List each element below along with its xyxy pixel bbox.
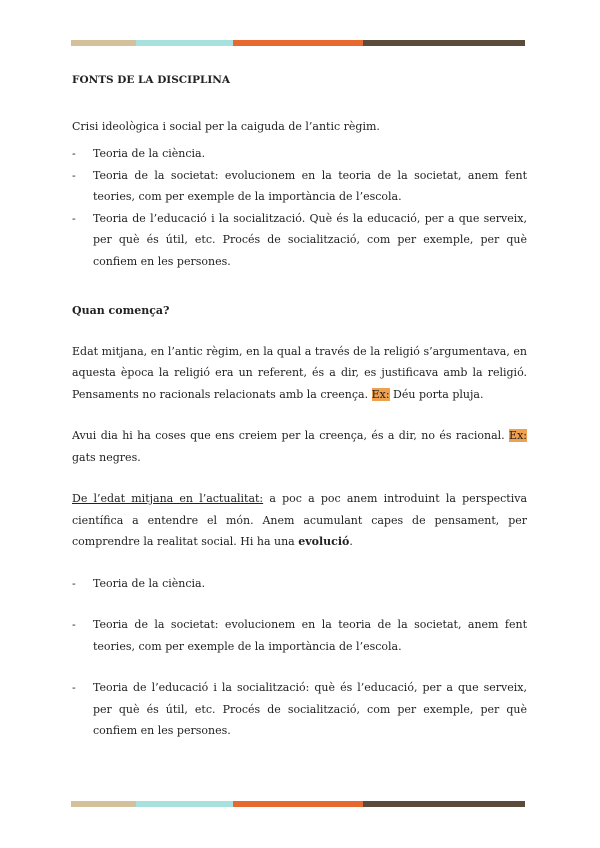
sources-list [72, 143, 527, 272]
bar-segment-beige [71, 801, 136, 807]
document-body [72, 70, 527, 742]
bottom-decorative-bar [71, 801, 525, 807]
bar-segment-brown [363, 801, 525, 807]
today-paragraph [72, 425, 527, 468]
example-label: Ex: [371, 387, 390, 401]
list-item: - Teoria de la ciència. [72, 143, 527, 165]
bar-segment-orange [233, 801, 363, 807]
evolution-paragraph [72, 488, 527, 553]
list-item: - Teoria de la societat: evolucionem en la teoria de la societat, anem fent teories, com per exemple de la importància de l’escola. [72, 165, 527, 208]
page-title: FONTS DE LA DISCIPLINA [72, 74, 231, 86]
bar-segment-teal [136, 801, 233, 807]
top-decorative-bar [71, 40, 525, 46]
paragraph-text: Avui dia hi ha coses que ens creiem per la creença, és a dir, no és racional. [72, 429, 510, 442]
sources-list-repeat [72, 573, 527, 742]
intro-paragraph: Crisi ideològica i social per la caiguda de l’antic règim. [72, 119, 380, 133]
bar-segment-orange [233, 40, 363, 46]
underlined-lead: De l’edat mitjana en l’actualitat: [72, 492, 264, 505]
example-label: Ex: [509, 429, 527, 442]
paragraph-text: a poc a poc anem introduint la perspectiva científica a entendre el món. Anem acumulant capes de pensament, per comprendre la realitat social. Hi ha una [72, 492, 527, 548]
bar-segment-brown [363, 40, 525, 46]
example-text: Déu porta pluja. [389, 387, 484, 401]
list-item: - Teoria de l’educació i la socialització: què és l’educació, per a que serveix, per què és útil, etc. Procés de socialització, com per exemple, per què confiem en les persones. [72, 677, 527, 742]
bar-segment-teal [136, 40, 233, 46]
middle-ages-paragraph [72, 341, 527, 406]
list-item: - Teoria de la ciència. [72, 573, 527, 595]
bar-segment-beige [71, 40, 136, 46]
section-question: Quan comença? [72, 304, 170, 317]
bold-term: evolució [298, 535, 350, 548]
list-item: - Teoria de la societat: evolucionem en la teoria de la societat, anem fent teories, com per exemple de la importància de l’escola. [72, 614, 527, 657]
list-item: - Teoria de l’educació i la socialització. Què és la educació, per a que serveix, per què és útil, etc. Procés de socialització, com per exemple, per què confiem en les persones. [72, 208, 527, 273]
paragraph-end: . [349, 535, 353, 548]
example-text: gats negres. [72, 450, 141, 464]
paragraph-text: Edat mitjana, en l’antic règim, en la qual a través de la religió s’argumentava, en aquesta època la religió era un referent, és a dir, es justificava amb la religió. Pensaments no racionals relacionats amb la creença. [72, 344, 527, 401]
